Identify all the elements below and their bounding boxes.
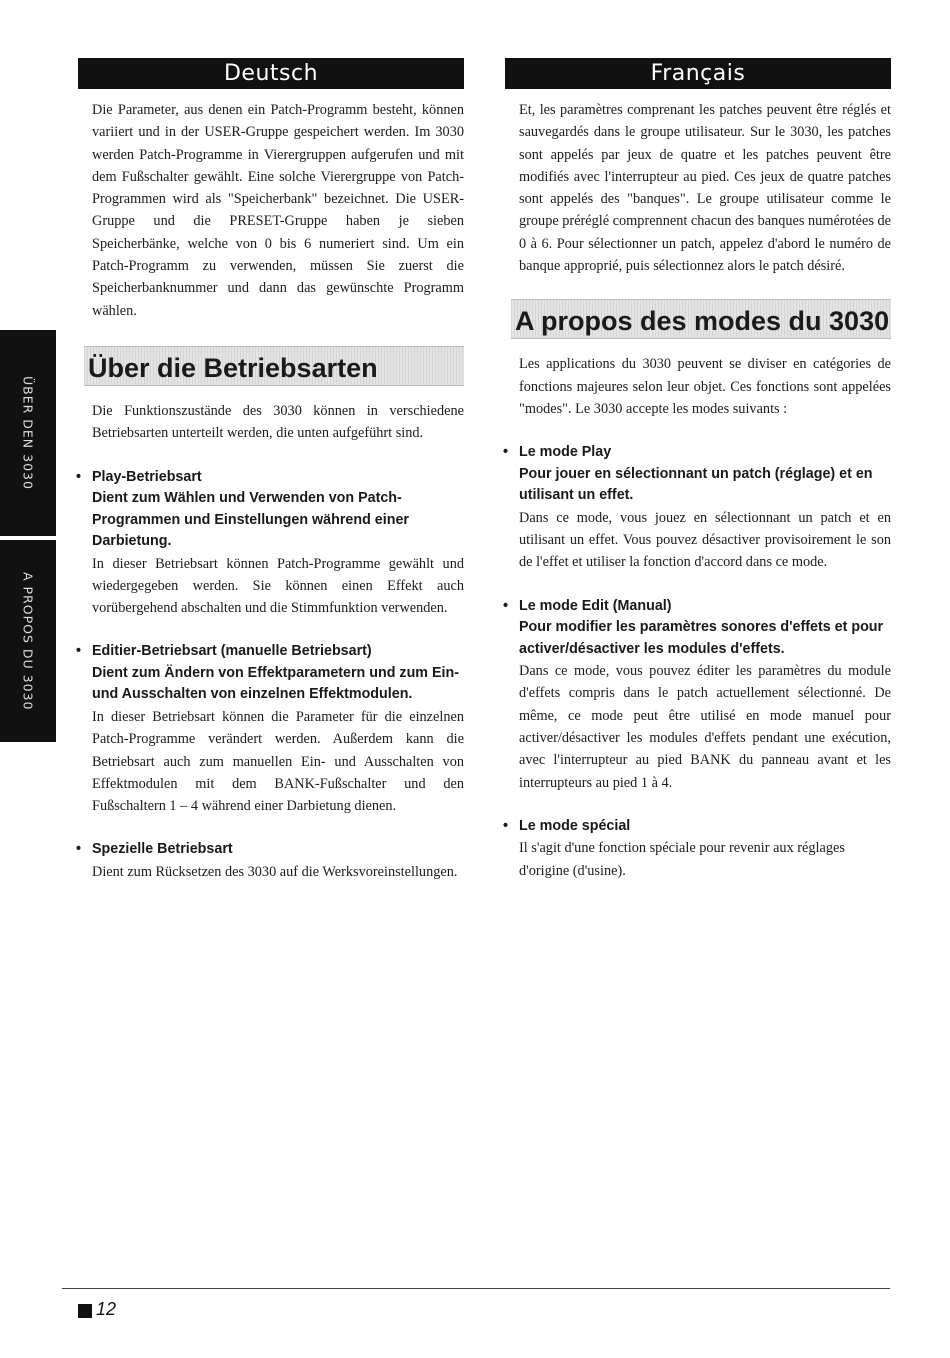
column-deutsch: [78, 58, 464, 883]
mode-text: Il s'agit d'une fonction spéciale pour revenir aux réglages d'origine (d'usine).: [519, 840, 845, 879]
page-number: 12: [96, 1299, 117, 1319]
section-intro: Die Funktionszustände des 3030 können in verschiedene Betriebsarten unterteilt werden, die unten aufgeführt sind.: [92, 402, 464, 442]
side-tab-uber-den-3030: [0, 330, 56, 536]
bullet-icon: •: [76, 468, 82, 485]
bullet-icon: •: [503, 444, 509, 461]
section-title: Über die Betriebsarten: [88, 352, 378, 383]
mode-item: [505, 816, 891, 882]
section-heading: [511, 299, 891, 339]
section-intro: Les applications du 3030 peuvent se diviser en catégories de fonctions majeures selon leur objet. Ces fonctions sont appelées "modes". Le 3030 accepte les modes suivants :: [519, 356, 891, 417]
side-tab-label: ÜBER DEN 3030: [20, 376, 36, 490]
mode-item: [505, 596, 891, 794]
section-title: A propos des modes du 3030: [515, 306, 890, 337]
intro-paragraph: Die Parameter, aus denen ein Patch-Programm besteht, können variiert und in der USER-Gruppe gespeichert werden. Im 3030 werden Patch-Programme in Vierergruppen aufgerufen und mit dem Fußschalter gewählt. Eine solche Vierergruppe von Patch-Programmen wird als "Speicherbank" bezeichnet. Die USER-Gruppe und die PRESET-Gruppe haben je sieben Speicherbänke, welche von 0 bis 6 numeriert sind. Um ein Patch-Programm zu verwenden, müssen Sie zuerst die Speicherbanknummer und dann das gewünschte Programm wählen.: [92, 102, 464, 319]
bullet-icon: •: [76, 841, 82, 858]
mode-title: • Editier-Betriebsart (manuelle Betriebsart): [92, 641, 464, 663]
mode-item: [78, 467, 464, 620]
bullet-icon: •: [503, 817, 509, 834]
mode-subtitle: Pour modifier les paramètres sonores d'effets et pour activer/désactiver les modules d'effets.: [519, 619, 884, 657]
mode-subtitle: Dient zum Ändern von Effektparametern und zum Ein- und Ausschalten von einzelnen Effektmodulen.: [92, 664, 459, 703]
square-marker-icon: [78, 1304, 92, 1318]
intro-paragraph: Et, les paramètres comprenant les patches peuvent être réglés et sauvegardés dans le groupe utilisateur. Sur le 3030, les patches sont appelés par jeux de quatre et les patches peuvent être modifiés avec l'interrupteur au pied. Ces jeux de quatre patches sont appelés des "banques". Le groupe utilisateur comme le groupe préréglé comprennent chacun des banques numérotées de 0 à 6. Pour sélectionner un patch, appelez d'abord le numéro de banque approprié, puis sélectionnez alors le patch désiré.: [519, 102, 891, 275]
mode-title: • Play-Betriebsart: [92, 467, 464, 489]
column-francais: [505, 58, 891, 882]
mode-item: [78, 839, 464, 883]
language-header: Français: [505, 58, 891, 89]
side-tab-a-propos-du-3030: [0, 540, 56, 742]
section-heading: [84, 346, 464, 386]
mode-text: Dient zum Rücksetzen des 3030 auf die Werksvoreinstellungen.: [92, 863, 458, 880]
mode-text: In dieser Betriebsart können die Parameter für die einzelnen Patch-Programme verändert werden. Außerdem kann die Betriebsart auch zum manuellen Ein- und Ausschalten von Effektmodulen mit dem BANK-Fußschalter und den Fußschaltern 1 – 4 während einer Darbietung dienen.: [92, 708, 464, 815]
mode-text: Dans ce mode, vous jouez en sélectionnant un patch et en utilisant un effet. Vous pouvez désactiver provisoirement le son de l'effet et utiliser la fonction d'accord dans ce mode.: [519, 509, 891, 571]
mode-subtitle: Pour jouer en sélectionnant un patch (réglage) et en utilisant un effet.: [519, 465, 873, 504]
mode-title: • Le mode spécial: [519, 816, 891, 838]
mode-title: • Le mode Play: [519, 442, 891, 464]
mode-text: In dieser Betriebsart können Patch-Programme gewählt und wiedergegeben werden. Sie können einen Effekt auch vorübergehend abschalten und die Stimmfunktion verwenden.: [92, 555, 464, 617]
mode-subtitle: Dient zum Wählen und Verwenden von Patch-Programmen und Einstellungen während einer Darbietung.: [92, 490, 409, 550]
bullet-icon: •: [76, 643, 82, 660]
language-header: Deutsch: [78, 58, 464, 89]
mode-item: [505, 442, 891, 573]
bullet-icon: •: [503, 597, 509, 614]
side-tab-label: A PROPOS DU 3030: [20, 571, 36, 711]
mode-title: • Spezielle Betriebsart: [92, 839, 464, 861]
mode-text: Dans ce mode, vous pouvez éditer les paramètres du module d'effets compris dans le patch actuellement sélectionné. De même, ce mode peut être utilisé en mode manuel pour activer/désactiver les modules d'effets pendant une exécution, avec l'interrupteur au pied BANK du panneau avant et les interrupteurs au pied 1 à 4.: [519, 663, 891, 791]
mode-item: [78, 641, 464, 817]
mode-title: • Le mode Edit (Manual): [519, 596, 891, 618]
footer-rule: [62, 1288, 890, 1289]
